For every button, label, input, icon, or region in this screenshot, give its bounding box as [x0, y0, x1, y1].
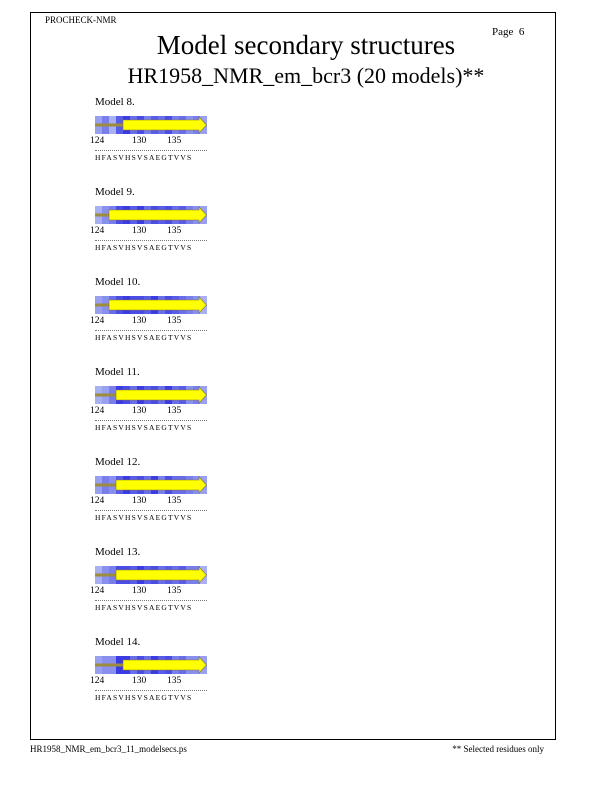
residue-tick-label: 124: [90, 406, 105, 416]
sequence-divider: [95, 690, 207, 691]
page-title: Model secondary structures: [156, 30, 456, 60]
residue-tick-labels: [90, 226, 220, 238]
model-label: Model 8.: [95, 96, 135, 108]
secondary-structure-bar: [95, 656, 207, 674]
residue-sequence: HFASVHSVSAEGTVVS: [95, 513, 193, 522]
model-block: [90, 366, 230, 446]
residue-tick-label: 135: [167, 406, 182, 416]
residue-tick-label: 130: [132, 316, 147, 326]
residue-tick-label: 124: [90, 226, 105, 236]
secondary-structure-bar: [95, 476, 207, 494]
page-subtitle: HR1958_NMR_em_bcr3 (20 models)**: [127, 63, 485, 88]
residue-tick-labels: [90, 676, 220, 688]
residue-tick-labels: [90, 496, 220, 508]
sequence-divider: [95, 420, 207, 421]
model-label: Model 14.: [95, 636, 141, 648]
residue-tick-labels: [90, 586, 220, 598]
secondary-structure-bar: [95, 566, 207, 584]
coil-segment: [95, 394, 116, 397]
residue-tick-label: 135: [167, 496, 182, 506]
residue-sequence: HFASVHSVSAEGTVVS: [95, 333, 193, 342]
secondary-structure-bar: [95, 386, 207, 404]
residue-sequence: HFASVHSVSAEGTVVS: [95, 423, 193, 432]
coil-segment: [95, 304, 109, 307]
coil-segment: [95, 124, 123, 127]
model-block: [90, 546, 230, 626]
footer-filename: HR1958_NMR_em_bcr3_11_modelsecs.ps: [30, 744, 187, 754]
residue-sequence: HFASVHSVSAEGTVVS: [95, 693, 193, 702]
residue-tick-label: 130: [132, 586, 147, 596]
residue-tick-label: 135: [167, 226, 182, 236]
coil-segment: [95, 214, 109, 217]
residue-tick-label: 124: [90, 316, 105, 326]
residue-tick-labels: [90, 136, 220, 148]
secondary-structure-bar: [95, 206, 207, 224]
coil-segment: [95, 484, 116, 487]
model-block: [90, 456, 230, 536]
page-number: Page 6: [492, 26, 525, 38]
footer-note: ** Selected residues only: [452, 744, 544, 754]
residue-sequence: HFASVHSVSAEGTVVS: [95, 603, 193, 612]
coil-segment: [95, 574, 116, 577]
model-block: [90, 636, 230, 716]
residue-tick-label: 130: [132, 496, 147, 506]
residue-tick-label: 124: [90, 676, 105, 686]
residue-sequence: HFASVHSVSAEGTVVS: [95, 153, 193, 162]
residue-tick-label: 130: [132, 676, 147, 686]
sequence-divider: [95, 150, 207, 151]
model-label: Model 9.: [95, 186, 135, 198]
secondary-structure-bar: [95, 116, 207, 134]
residue-tick-label: 130: [132, 136, 147, 146]
sequence-divider: [95, 510, 207, 511]
model-block: [90, 96, 230, 176]
residue-tick-label: 124: [90, 586, 105, 596]
residue-tick-labels: [90, 406, 220, 418]
coil-segment: [95, 664, 123, 667]
model-label: Model 10.: [95, 276, 141, 288]
model-block: [90, 186, 230, 266]
model-label: Model 13.: [95, 546, 141, 558]
model-block: [90, 276, 230, 356]
residue-tick-label: 130: [132, 406, 147, 416]
residue-tick-label: 124: [90, 136, 105, 146]
residue-tick-label: 135: [167, 316, 182, 326]
residue-tick-label: 135: [167, 676, 182, 686]
residue-tick-label: 135: [167, 586, 182, 596]
residue-tick-label: 124: [90, 496, 105, 506]
sequence-divider: [95, 240, 207, 241]
residue-sequence: HFASVHSVSAEGTVVS: [95, 243, 193, 252]
sequence-divider: [95, 600, 207, 601]
model-label: Model 12.: [95, 456, 141, 468]
program-name: PROCHECK-NMR: [45, 15, 117, 25]
residue-tick-labels: [90, 316, 220, 328]
residue-tick-label: 130: [132, 226, 147, 236]
model-label: Model 11.: [95, 366, 140, 378]
sequence-divider: [95, 330, 207, 331]
secondary-structure-bar: [95, 296, 207, 314]
residue-tick-label: 135: [167, 136, 182, 146]
